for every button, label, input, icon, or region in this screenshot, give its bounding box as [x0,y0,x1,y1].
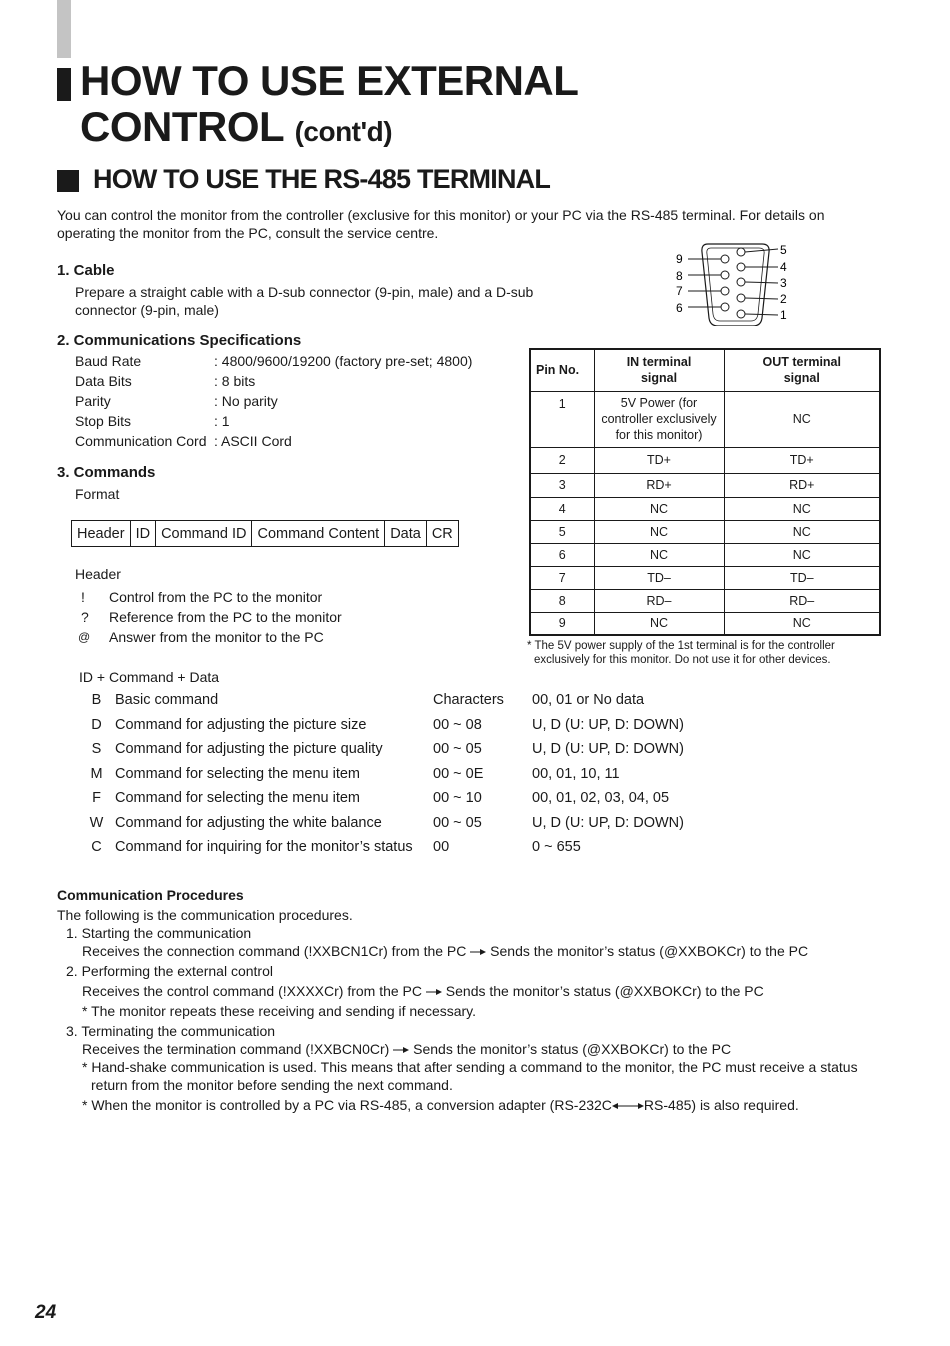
cmd-chars: 00 ~ 10 [433,790,482,807]
cmd-data: 00, 01 or No data [532,692,645,709]
table-row [530,543,880,566]
spec-label: Stop Bits [75,413,132,429]
header-symbol: ? [81,609,89,625]
pin-in: RD– [594,589,724,612]
step3-send: Sends the monitor’s status (@XXBOKCr) to the PC [413,1041,732,1057]
format-cell-data: Data [385,521,427,547]
pin-6-circle [721,303,729,311]
cmd-chars: 00 ~ 05 [433,814,482,831]
pin-1-circle [737,310,745,318]
cmd-desc: Command for adjusting the white balance [115,814,382,831]
header-symbol-row [78,608,398,628]
pin-no: 7 [530,566,594,589]
header-symbol-text: Control from the PC to the monitor [109,589,323,605]
specs-heading: 2. Communications Specifications [57,332,302,349]
spec-label: Communication Cord [75,433,207,449]
spec-label: Parity [75,393,111,409]
pin-label-3: 3 [780,276,787,290]
step2-line [57,982,937,1000]
header-symbol-text: Reference from the PC to the monitor [109,609,342,625]
table-row [78,835,684,860]
pin-in: RD+ [594,473,724,497]
pin-label-6: 6 [676,301,683,315]
pin-out: NC [724,391,880,447]
right-arrow-icon [393,1045,409,1055]
pin-in: NC [594,520,724,543]
command-id-table [78,688,684,860]
pin-no: 2 [530,447,594,473]
spec-value: : 8 bits [214,373,256,389]
spec-row [75,372,515,392]
pin-7-circle [721,287,729,295]
pin-header-out: OUT terminal signal [724,349,880,391]
section-square-icon [57,170,79,192]
format-cell-header: Header [72,521,131,547]
pin-label-9: 9 [676,252,683,266]
cmd-id: M [90,765,103,782]
pin-table-header-row [530,349,880,391]
adapter-note [57,1096,937,1114]
cmd-id: C [91,839,102,856]
pin-out: NC [724,543,880,566]
header-symbol-row [78,588,398,608]
handshake-note-2: return from the monitor before sending the next command. [91,1077,453,1093]
cmd-chars: 00 ~ 05 [433,741,482,758]
cmd-chars: Characters [433,692,504,709]
pin-no: 3 [530,473,594,497]
cable-text-line-2: connector (9-pin, male) [75,302,219,318]
title-line-2-wrap [80,104,578,155]
header-symbol: ! [81,589,85,605]
connector-outline [702,244,769,326]
format-cell-command-id: Command ID [156,521,252,547]
intro-line-1: You can control the monitor from the controller (exclusive for this monitor) or your PC via the RS-485 terminal. For details on [57,207,825,223]
pin-label-2: 2 [780,292,787,306]
format-cell-id: ID [130,521,156,547]
table-row [530,391,880,447]
cmd-desc: Command for selecting the menu item [115,790,360,807]
handshake-note-1: * Hand-shake communication is used. This means that after sending a command to the monitor, the PC must receive a status [82,1059,858,1075]
table-row [78,688,684,713]
pin-no: 9 [530,612,594,635]
procedures-intro: The following is the communication procedures. [57,907,353,923]
adapter-note-b: RS-485) is also required. [643,1097,799,1113]
pin-in: NC [594,612,724,635]
pin-in: TD– [594,566,724,589]
pin-label-1: 1 [780,308,787,322]
specs-list [75,352,515,452]
pin-8-circle [721,271,729,279]
cmd-data: U, D (U: UP, D: DOWN) [532,741,684,758]
pin-out: RD– [724,589,880,612]
pin-table-note [527,639,887,667]
cmd-desc: Command for adjusting the picture size [115,716,367,733]
title-line-1: HOW TO USE EXTERNAL [80,57,579,104]
table-row [78,786,684,811]
pin-in: NC [594,497,724,520]
pin-no: 1 [530,391,594,447]
commands-heading: 3. Commands [57,464,156,481]
pin-label-7: 7 [676,284,683,298]
step3-receive: Receives the termination command (!XXBCN0Cr) [82,1041,390,1057]
pin-out: RD+ [724,473,880,497]
pin-no: 5 [530,520,594,543]
cmd-desc: Basic command [115,692,219,709]
id-command-data-title: ID + Command + Data [79,669,220,685]
cmd-id: W [89,814,104,831]
table-row [530,589,880,612]
spec-label: Data Bits [75,373,132,389]
title-line-2: CONTROL [80,103,284,150]
cable-heading: 1. Cable [57,262,115,279]
right-arrow-icon [426,987,442,997]
pin-assignment-table [529,348,881,636]
step1-line [57,942,937,960]
pin-label-4: 4 [780,260,787,274]
procedures-heading: Communication Procedures [57,887,244,903]
title-contd: (cont'd) [294,116,393,147]
step2-note: * The monitor repeats these receiving and sending if necessary. [82,1003,477,1019]
table-row [78,713,684,738]
pin-3-circle [737,278,745,286]
title-marker-bar [57,68,71,101]
adapter-note-a: * When the monitor is controlled by a PC via RS-485, a conversion adapter (RS-232C [82,1097,612,1113]
spec-value: : 1 [214,413,230,429]
cmd-desc: Command for selecting the menu item [115,765,360,782]
format-cell-command-content: Command Content [252,521,385,547]
table-row [530,447,880,473]
format-row [72,521,459,547]
page-number: 24 [35,1302,57,1323]
pin-in: 5V Power (for controller exclusively for this monitor) [594,391,724,447]
cmd-id: F [92,790,101,807]
table-row [78,811,684,836]
format-cell-cr: CR [426,521,458,547]
cmd-chars: 00 [433,839,450,856]
step1-title: 1. Starting the communication [66,925,252,941]
cmd-data: 00, 01, 02, 03, 04, 05 [532,790,670,807]
step2-receive: Receives the control command (!XXXXCr) from the PC [82,983,423,999]
cmd-desc: Command for adjusting the picture quality [115,741,383,758]
table-row [530,497,880,520]
format-label: Format [75,486,120,502]
intro-line-2: operating the monitor from the PC, consult the service centre. [57,225,439,241]
cmd-chars: 00 ~ 0E [433,765,484,782]
pin-note-line-2: exclusively for this monitor. Do not use it for other devices. [534,654,831,666]
pin-in: NC [594,543,724,566]
header-gray-bar [57,0,71,58]
pin-9-circle [721,255,729,263]
pin-no: 4 [530,497,594,520]
cmd-desc: Command for inquiring for the monitor’s status [115,839,413,856]
pin-in: TD+ [594,447,724,473]
table-row [530,566,880,589]
pin-header-in: IN terminal signal [594,349,724,391]
pin-out: TD– [724,566,880,589]
cmd-chars: 00 ~ 08 [433,716,482,733]
pin-out: TD+ [724,447,880,473]
step3-title: 3. Terminating the communication [66,1023,276,1039]
spec-value: : ASCII Cord [214,433,292,449]
cmd-data: U, D (U: UP, D: DOWN) [532,814,684,831]
header-symbol-text: Answer from the monitor to the PC [109,629,324,645]
dsub-connector-diagram [670,236,800,326]
pin-5-circle [737,248,745,256]
step2-title: 2. Performing the external control [66,963,273,979]
header-symbol: @ [78,630,91,644]
page-title [80,58,578,155]
cmd-id: S [91,741,102,758]
spec-value: : 4800/9600/19200 (factory pre-set; 4800) [214,353,473,369]
cmd-data: 0 ~ 655 [532,839,581,856]
step1-receive: Receives the connection command (!XXBCN1Cr) from the PC [82,943,467,959]
table-row [78,762,684,787]
step2-send: Sends the monitor’s status (@XXBOKCr) to the PC [445,983,764,999]
spec-label: Baud Rate [75,353,142,369]
double-arrow-icon [612,1101,644,1111]
section-title: HOW TO USE THE RS-485 TERMINAL [93,164,551,194]
spec-row [75,412,515,432]
cable-text [75,283,555,319]
spec-value: : No parity [214,393,278,409]
pin-header-pin-no: Pin No. [530,349,594,391]
pin-no: 6 [530,543,594,566]
cmd-id: B [91,692,102,709]
cable-text-line-1: Prepare a straight cable with a D-sub connector (9-pin, male) and a D-sub [75,284,534,300]
spec-row [75,432,515,452]
cmd-data: 00, 01, 10, 11 [532,765,620,782]
step1-send: Sends the monitor’s status (@XXBOKCr) to the PC [490,943,809,959]
table-row [530,520,880,543]
header-symbols-list [78,588,398,648]
pin-label-5: 5 [780,243,787,257]
header-symbol-row [78,628,398,648]
spec-row [75,392,515,412]
step3-line [57,1040,937,1058]
pin-4-circle [737,263,745,271]
table-row [78,737,684,762]
pin-2-circle [737,294,745,302]
pin-label-8: 8 [676,269,683,283]
cmd-data: U, D (U: UP, D: DOWN) [532,716,684,733]
table-row [530,473,880,497]
pin-out: NC [724,520,880,543]
right-arrow-icon [470,947,486,957]
table-row [530,612,880,635]
pin-out: NC [724,497,880,520]
cmd-id: D [91,716,102,733]
pin-note-line-1: * The 5V power supply of the 1st terminal is for the controller [527,640,835,652]
spec-row [75,352,515,372]
pin-out: NC [724,612,880,635]
pin-no: 8 [530,589,594,612]
procedures-section [57,886,937,1114]
format-table [71,520,459,547]
header-label: Header [75,566,121,582]
